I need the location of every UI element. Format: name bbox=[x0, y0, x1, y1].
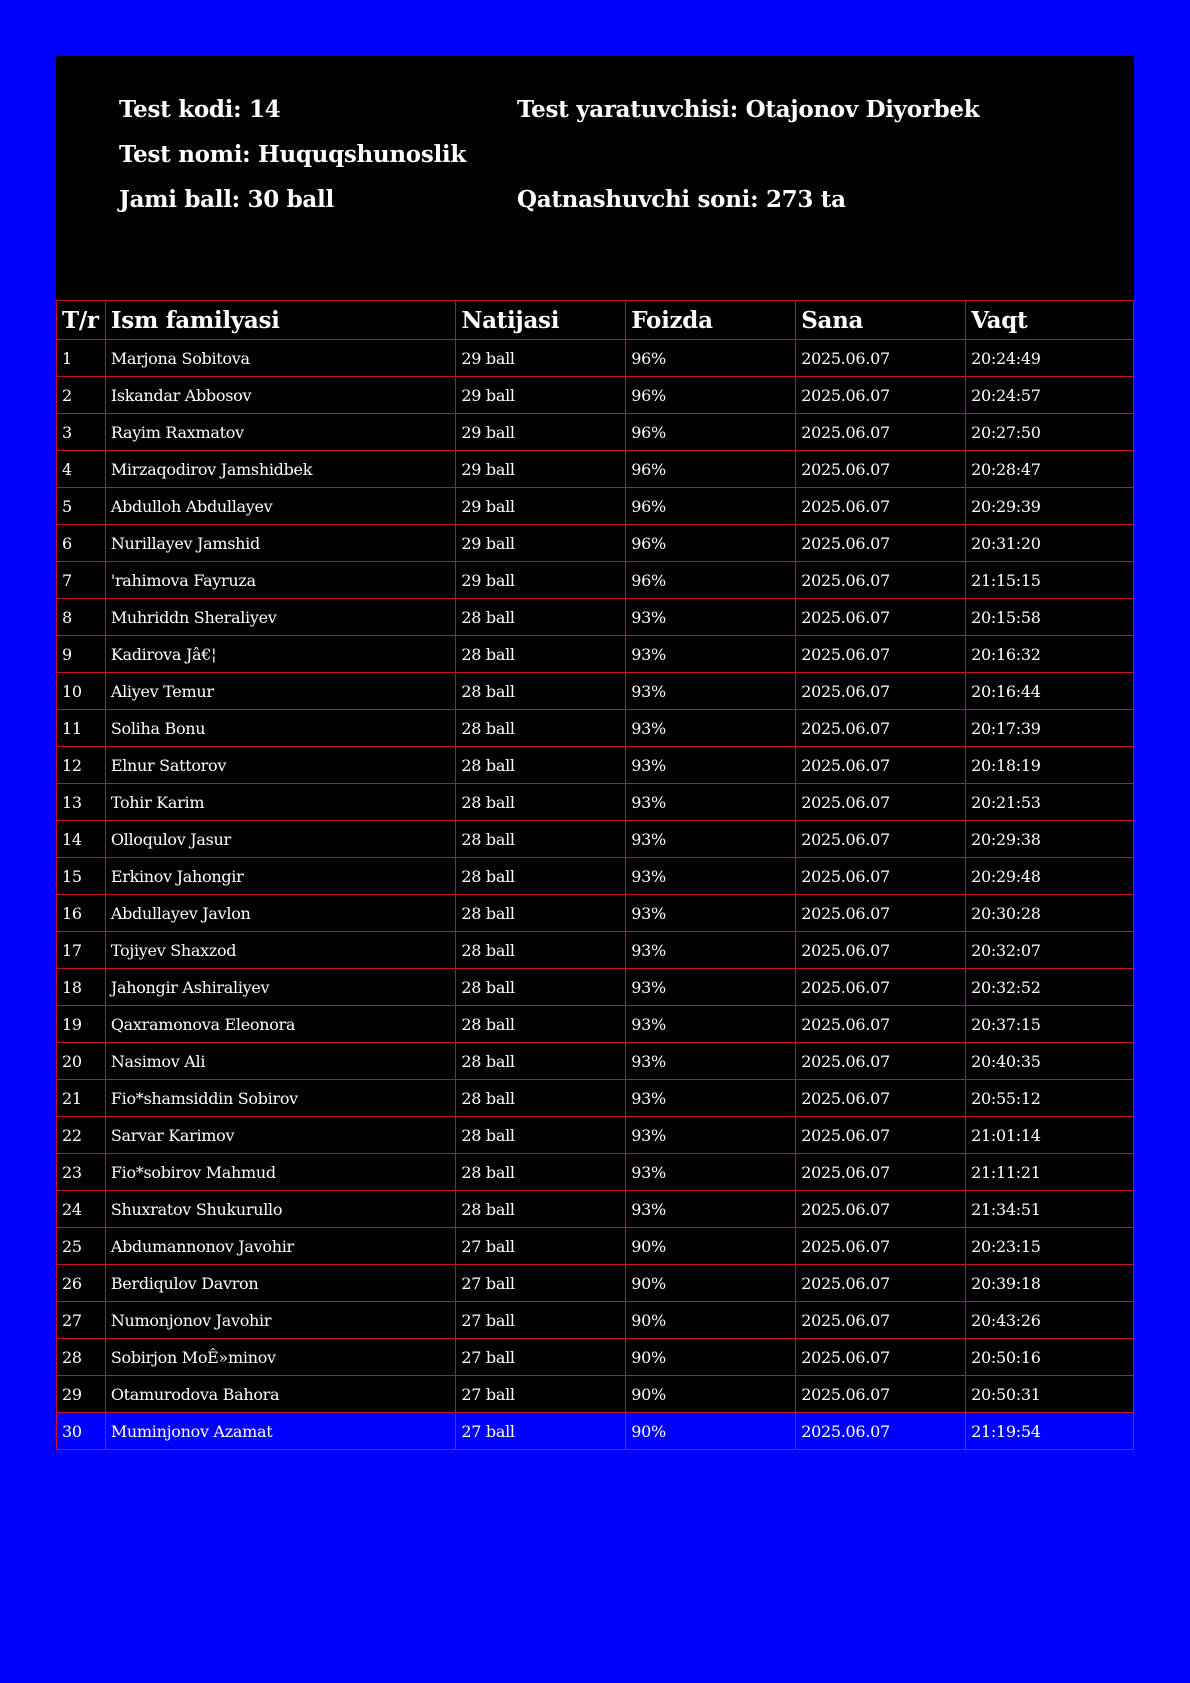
table-row bbox=[57, 1080, 1134, 1117]
result-percent: 96% bbox=[626, 414, 796, 451]
result-time: 20:28:47 bbox=[966, 451, 1134, 488]
result-score: 27 ball bbox=[456, 1228, 626, 1265]
row-number: 20 bbox=[57, 1043, 106, 1080]
result-time: 20:39:18 bbox=[966, 1265, 1134, 1302]
result-percent: 93% bbox=[626, 747, 796, 784]
participant-count: Qatnashuvchi soni: 273 ta bbox=[517, 186, 846, 213]
result-score: 28 ball bbox=[456, 784, 626, 821]
table-row bbox=[57, 895, 1134, 932]
result-score: 27 ball bbox=[456, 1376, 626, 1413]
result-time: 20:16:32 bbox=[966, 636, 1134, 673]
participant-name: Marjona Sobitova bbox=[105, 340, 456, 377]
participant-name: Abdullayev Javlon bbox=[105, 895, 456, 932]
result-percent: 93% bbox=[626, 1080, 796, 1117]
result-date: 2025.06.07 bbox=[796, 1376, 966, 1413]
result-time: 21:34:51 bbox=[966, 1191, 1134, 1228]
result-time: 20:23:15 bbox=[966, 1228, 1134, 1265]
result-score: 28 ball bbox=[456, 1080, 626, 1117]
row-number: 27 bbox=[57, 1302, 106, 1339]
result-percent: 90% bbox=[626, 1376, 796, 1413]
result-percent: 96% bbox=[626, 377, 796, 414]
participant-name: Erkinov Jahongir bbox=[105, 858, 456, 895]
total-score: Jami ball: 30 ball bbox=[119, 186, 334, 213]
result-time: 20:15:58 bbox=[966, 599, 1134, 636]
participant-name: Olloqulov Jasur bbox=[105, 821, 456, 858]
row-number: 18 bbox=[57, 969, 106, 1006]
row-number: 22 bbox=[57, 1117, 106, 1154]
result-score: 29 ball bbox=[456, 525, 626, 562]
result-score: 29 ball bbox=[456, 562, 626, 599]
result-time: 20:24:49 bbox=[966, 340, 1134, 377]
result-percent: 96% bbox=[626, 525, 796, 562]
result-percent: 90% bbox=[626, 1302, 796, 1339]
result-score: 28 ball bbox=[456, 1043, 626, 1080]
result-percent: 90% bbox=[626, 1228, 796, 1265]
result-score: 29 ball bbox=[456, 488, 626, 525]
result-date: 2025.06.07 bbox=[796, 525, 966, 562]
row-number: 21 bbox=[57, 1080, 106, 1117]
participant-name: Fio*shamsiddin Sobirov bbox=[105, 1080, 456, 1117]
result-date: 2025.06.07 bbox=[796, 673, 966, 710]
result-percent: 96% bbox=[626, 451, 796, 488]
test-info-panel bbox=[56, 56, 1134, 300]
result-date: 2025.06.07 bbox=[796, 895, 966, 932]
result-score: 28 ball bbox=[456, 895, 626, 932]
result-date: 2025.06.07 bbox=[796, 1302, 966, 1339]
row-number: 23 bbox=[57, 1154, 106, 1191]
result-score: 29 ball bbox=[456, 414, 626, 451]
table-row bbox=[57, 1006, 1134, 1043]
table-row bbox=[57, 1302, 1134, 1339]
result-percent: 93% bbox=[626, 1154, 796, 1191]
row-number: 4 bbox=[57, 451, 106, 488]
table-header-row bbox=[57, 301, 1134, 340]
table-row bbox=[57, 932, 1134, 969]
table-row bbox=[57, 599, 1134, 636]
result-percent: 90% bbox=[626, 1265, 796, 1302]
result-date: 2025.06.07 bbox=[796, 562, 966, 599]
test-code: Test kodi: 14 bbox=[119, 96, 281, 123]
participant-name: Muminjonov Azamat bbox=[105, 1413, 456, 1450]
table-row bbox=[57, 377, 1134, 414]
result-score: 28 ball bbox=[456, 1154, 626, 1191]
participant-name: Nasimov Ali bbox=[105, 1043, 456, 1080]
table-row bbox=[57, 710, 1134, 747]
result-score: 28 ball bbox=[456, 747, 626, 784]
table-row bbox=[57, 1339, 1134, 1376]
row-number: 5 bbox=[57, 488, 106, 525]
table-row bbox=[57, 1191, 1134, 1228]
row-number: 24 bbox=[57, 1191, 106, 1228]
column-header-percent: Foizda bbox=[626, 301, 796, 340]
participant-name: Aliyev Temur bbox=[105, 673, 456, 710]
result-score: 27 ball bbox=[456, 1265, 626, 1302]
results-table bbox=[56, 300, 1134, 1450]
result-time: 20:55:12 bbox=[966, 1080, 1134, 1117]
column-header-date: Sana bbox=[796, 301, 966, 340]
participant-name: 'rahimova Fayruza bbox=[105, 562, 456, 599]
result-time: 20:32:07 bbox=[966, 932, 1134, 969]
table-row bbox=[57, 1154, 1134, 1191]
result-time: 21:19:54 bbox=[966, 1413, 1134, 1450]
participant-name: Tojiyev Shaxzod bbox=[105, 932, 456, 969]
result-date: 2025.06.07 bbox=[796, 1117, 966, 1154]
result-score: 28 ball bbox=[456, 932, 626, 969]
result-percent: 90% bbox=[626, 1339, 796, 1376]
result-percent: 96% bbox=[626, 340, 796, 377]
result-date: 2025.06.07 bbox=[796, 451, 966, 488]
participant-name: Berdiqulov Davron bbox=[105, 1265, 456, 1302]
participant-name: Sarvar Karimov bbox=[105, 1117, 456, 1154]
result-time: 20:29:48 bbox=[966, 858, 1134, 895]
row-number: 25 bbox=[57, 1228, 106, 1265]
results-sheet bbox=[56, 56, 1134, 1450]
result-percent: 96% bbox=[626, 488, 796, 525]
result-score: 28 ball bbox=[456, 1191, 626, 1228]
results-table-body bbox=[57, 340, 1134, 1450]
participant-name: Jahongir Ashiraliyev bbox=[105, 969, 456, 1006]
result-percent: 93% bbox=[626, 1043, 796, 1080]
table-row bbox=[57, 451, 1134, 488]
row-number: 15 bbox=[57, 858, 106, 895]
result-score: 29 ball bbox=[456, 377, 626, 414]
row-number: 19 bbox=[57, 1006, 106, 1043]
row-number: 1 bbox=[57, 340, 106, 377]
row-number: 12 bbox=[57, 747, 106, 784]
row-number: 10 bbox=[57, 673, 106, 710]
column-header-name: Ism familyasi bbox=[105, 301, 456, 340]
row-number: 9 bbox=[57, 636, 106, 673]
result-date: 2025.06.07 bbox=[796, 1228, 966, 1265]
participant-name: Mirzaqodirov Jamshidbek bbox=[105, 451, 456, 488]
test-name: Test nomi: Huquqshunoslik bbox=[119, 141, 466, 168]
result-date: 2025.06.07 bbox=[796, 1080, 966, 1117]
column-header-number: T/r bbox=[57, 301, 106, 340]
result-date: 2025.06.07 bbox=[796, 821, 966, 858]
result-percent: 93% bbox=[626, 1117, 796, 1154]
result-date: 2025.06.07 bbox=[796, 1265, 966, 1302]
participant-name: Abdumannonov Javohir bbox=[105, 1228, 456, 1265]
result-time: 21:01:14 bbox=[966, 1117, 1134, 1154]
result-time: 20:32:52 bbox=[966, 969, 1134, 1006]
result-score: 28 ball bbox=[456, 821, 626, 858]
table-row bbox=[57, 673, 1134, 710]
table-row bbox=[57, 1043, 1134, 1080]
row-number: 28 bbox=[57, 1339, 106, 1376]
result-percent: 93% bbox=[626, 895, 796, 932]
result-score: 28 ball bbox=[456, 1117, 626, 1154]
row-number: 3 bbox=[57, 414, 106, 451]
table-row bbox=[57, 414, 1134, 451]
result-date: 2025.06.07 bbox=[796, 858, 966, 895]
result-percent: 93% bbox=[626, 599, 796, 636]
table-row bbox=[57, 1265, 1134, 1302]
result-score: 28 ball bbox=[456, 599, 626, 636]
participant-name: Otamurodova Bahora bbox=[105, 1376, 456, 1413]
table-row bbox=[57, 858, 1134, 895]
participant-name: Rayim Raxmatov bbox=[105, 414, 456, 451]
table-row bbox=[57, 1413, 1134, 1450]
result-time: 20:31:20 bbox=[966, 525, 1134, 562]
result-date: 2025.06.07 bbox=[796, 932, 966, 969]
participant-name: Kadirova Jâ€¦ bbox=[105, 636, 456, 673]
result-score: 28 ball bbox=[456, 636, 626, 673]
result-time: 21:15:15 bbox=[966, 562, 1134, 599]
result-time: 20:18:19 bbox=[966, 747, 1134, 784]
result-score: 28 ball bbox=[456, 1006, 626, 1043]
participant-name: Shuxratov Shukurullo bbox=[105, 1191, 456, 1228]
result-percent: 93% bbox=[626, 1191, 796, 1228]
column-header-result: Natijasi bbox=[456, 301, 626, 340]
participant-name: Sobirjon MoÊ»minov bbox=[105, 1339, 456, 1376]
result-percent: 93% bbox=[626, 969, 796, 1006]
result-date: 2025.06.07 bbox=[796, 377, 966, 414]
table-row bbox=[57, 562, 1134, 599]
participant-name: Iskandar Abbosov bbox=[105, 377, 456, 414]
result-time: 20:50:16 bbox=[966, 1339, 1134, 1376]
table-row bbox=[57, 488, 1134, 525]
result-date: 2025.06.07 bbox=[796, 1154, 966, 1191]
result-date: 2025.06.07 bbox=[796, 636, 966, 673]
result-percent: 93% bbox=[626, 858, 796, 895]
row-number: 26 bbox=[57, 1265, 106, 1302]
row-number: 17 bbox=[57, 932, 106, 969]
table-row bbox=[57, 340, 1134, 377]
result-time: 20:40:35 bbox=[966, 1043, 1134, 1080]
table-row bbox=[57, 747, 1134, 784]
result-date: 2025.06.07 bbox=[796, 1413, 966, 1450]
result-score: 28 ball bbox=[456, 710, 626, 747]
table-row bbox=[57, 525, 1134, 562]
result-score: 27 ball bbox=[456, 1413, 626, 1450]
result-score: 29 ball bbox=[456, 340, 626, 377]
result-time: 20:29:38 bbox=[966, 821, 1134, 858]
participant-name: Nurillayev Jamshid bbox=[105, 525, 456, 562]
row-number: 16 bbox=[57, 895, 106, 932]
participant-name: Muhriddn Sheraliyev bbox=[105, 599, 456, 636]
result-percent: 90% bbox=[626, 1413, 796, 1450]
participant-name: Abdulloh Abdullayev bbox=[105, 488, 456, 525]
row-number: 11 bbox=[57, 710, 106, 747]
row-number: 30 bbox=[57, 1413, 106, 1450]
table-row bbox=[57, 1228, 1134, 1265]
result-time: 20:27:50 bbox=[966, 414, 1134, 451]
result-date: 2025.06.07 bbox=[796, 784, 966, 821]
row-number: 6 bbox=[57, 525, 106, 562]
result-percent: 96% bbox=[626, 562, 796, 599]
result-score: 28 ball bbox=[456, 858, 626, 895]
result-score: 29 ball bbox=[456, 451, 626, 488]
result-time: 20:30:28 bbox=[966, 895, 1134, 932]
participant-name: Tohir Karim bbox=[105, 784, 456, 821]
result-percent: 93% bbox=[626, 784, 796, 821]
result-time: 21:11:21 bbox=[966, 1154, 1134, 1191]
result-score: 28 ball bbox=[456, 673, 626, 710]
row-number: 29 bbox=[57, 1376, 106, 1413]
row-number: 14 bbox=[57, 821, 106, 858]
result-date: 2025.06.07 bbox=[796, 1043, 966, 1080]
participant-name: Soliha Bonu bbox=[105, 710, 456, 747]
table-row bbox=[57, 1376, 1134, 1413]
result-date: 2025.06.07 bbox=[796, 747, 966, 784]
result-time: 20:24:57 bbox=[966, 377, 1134, 414]
participant-name: Qaxramonova Eleonora bbox=[105, 1006, 456, 1043]
result-percent: 93% bbox=[626, 932, 796, 969]
result-score: 27 ball bbox=[456, 1339, 626, 1376]
result-time: 20:21:53 bbox=[966, 784, 1134, 821]
result-date: 2025.06.07 bbox=[796, 1191, 966, 1228]
column-header-time: Vaqt bbox=[966, 301, 1134, 340]
result-date: 2025.06.07 bbox=[796, 1006, 966, 1043]
result-time: 20:29:39 bbox=[966, 488, 1134, 525]
result-percent: 93% bbox=[626, 673, 796, 710]
result-percent: 93% bbox=[626, 821, 796, 858]
result-time: 20:50:31 bbox=[966, 1376, 1134, 1413]
result-date: 2025.06.07 bbox=[796, 599, 966, 636]
table-row bbox=[57, 969, 1134, 1006]
result-time: 20:16:44 bbox=[966, 673, 1134, 710]
row-number: 8 bbox=[57, 599, 106, 636]
row-number: 13 bbox=[57, 784, 106, 821]
result-date: 2025.06.07 bbox=[796, 710, 966, 747]
participant-name: Elnur Sattorov bbox=[105, 747, 456, 784]
result-percent: 93% bbox=[626, 636, 796, 673]
result-time: 20:37:15 bbox=[966, 1006, 1134, 1043]
result-time: 20:43:26 bbox=[966, 1302, 1134, 1339]
result-score: 28 ball bbox=[456, 969, 626, 1006]
table-row bbox=[57, 784, 1134, 821]
result-time: 20:17:39 bbox=[966, 710, 1134, 747]
test-creator: Test yaratuvchisi: Otajonov Diyorbek bbox=[517, 96, 980, 123]
result-percent: 93% bbox=[626, 710, 796, 747]
row-number: 7 bbox=[57, 562, 106, 599]
result-date: 2025.06.07 bbox=[796, 1339, 966, 1376]
participant-name: Numonjonov Javohir bbox=[105, 1302, 456, 1339]
table-row bbox=[57, 1117, 1134, 1154]
table-row bbox=[57, 821, 1134, 858]
participant-name: Fio*sobirov Mahmud bbox=[105, 1154, 456, 1191]
result-percent: 93% bbox=[626, 1006, 796, 1043]
result-date: 2025.06.07 bbox=[796, 414, 966, 451]
result-date: 2025.06.07 bbox=[796, 969, 966, 1006]
result-date: 2025.06.07 bbox=[796, 488, 966, 525]
result-date: 2025.06.07 bbox=[796, 340, 966, 377]
row-number: 2 bbox=[57, 377, 106, 414]
result-score: 27 ball bbox=[456, 1302, 626, 1339]
table-row bbox=[57, 636, 1134, 673]
